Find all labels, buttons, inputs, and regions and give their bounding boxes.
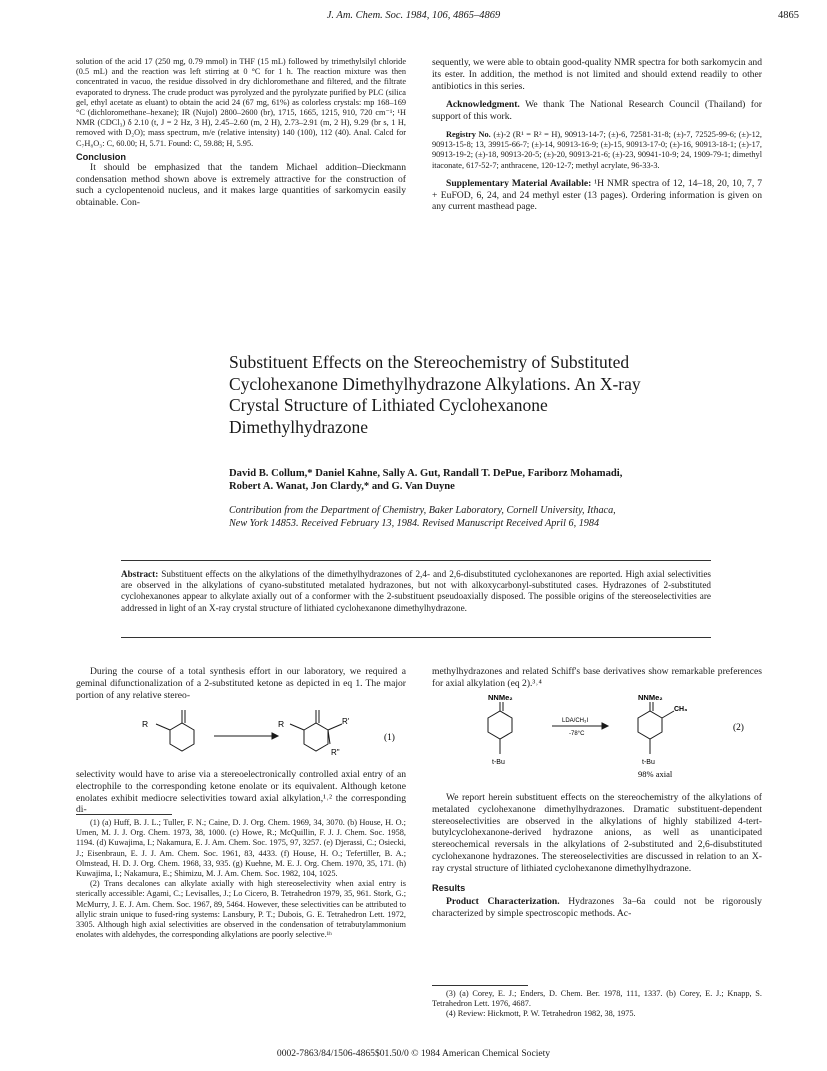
footnote: (2) Trans decalones can alkylate axially with high stereoselectivity when axial entry is sterically accessible: Agami, C.; Levisalles, J.; Lo Cicero, B. Tetrahedron 1979, 35, 961. Stork, G.; McMurry, J. E. J. Am. Chem. Soc. 1967, 89, 5464. However, these selectivities can be attributed to allylic strain unique to fused-ring systems: Lansbury, P. T.; Dubois, G. E. Tetrahedron Lett. 1972, 3305. Although high axial selectivities are observed in the condensation of tetrabutylammonium enolates with aldehydes, the corresponding alkylations are poorly selective.¹ʰ	[76, 879, 406, 940]
tbu-label-left: t-Bu	[492, 759, 505, 766]
continuation-text: sequently, we were able to obtain good-quality NMR spectra for both sarkomycin and its ester. In addition, the method is not limited and should extend readily to other antibiotics in this series.	[432, 57, 762, 92]
axial-selectivity-label: 98% axial	[638, 769, 673, 779]
author-line: Robert A. Wanat, Jon Clardy,* and G. Van Duyne	[229, 481, 455, 493]
title-line: Substituent Effects on the Stereochemistry of Substituted	[229, 352, 630, 372]
footnote: (3) (a) Corey, E. J.; Enders, D. Chem. Ber. 1978, 111, 1337. (b) Corey, E. J.; Knapp, S. Tetrahedron Lett. 1976, 4687.	[432, 989, 762, 1009]
cyclohexanone-structure	[156, 710, 194, 751]
reaction-arrow-1	[214, 733, 278, 739]
substituent-r-left: R	[142, 719, 149, 729]
acknowledgment-label: Acknowledgment.	[446, 99, 520, 111]
results-label: Product Characterization.	[446, 896, 560, 908]
abstract-label: Abstract:	[121, 569, 159, 579]
body-left-paragraph-1: During the course of a total synthesis effort in our laboratory, we required a geminal difunctionalization of a 2-substituted ketone as depicted in eq 1. The major portion of any relative stereo-	[76, 666, 406, 701]
title-line: Dimethylhydrazone	[229, 416, 368, 437]
equation-2-scheme	[432, 692, 762, 787]
tbu-label-right: t-Bu	[642, 759, 655, 766]
hydrazone-structure	[488, 702, 512, 754]
alkylated-hydrazone-structure	[638, 702, 674, 754]
conclusion-text: It should be emphasized that the tandem Michael addition–Dieckmann condensation method shown above is extremely attractive for the construction of such a cyclopentenoid nucleus, and it makes large quantities of sarkomycin easily obtainable. Con-	[76, 162, 406, 208]
footnote: (4) Review: Hickmott, P. W. Tetrahedron 1982, 38, 1975.	[446, 1009, 636, 1019]
equation-1-scheme	[76, 700, 406, 768]
prev-article-left-column	[76, 57, 406, 208]
article-title	[229, 352, 789, 438]
body-right-paragraph-1: methylhydrazones and related Schiff's base derivatives show remarkable preferences for axial alkylation (eq 2).³˒⁴	[432, 666, 762, 689]
results-paragraph	[432, 896, 762, 920]
substituent-r-double-prime: R"	[331, 748, 340, 757]
page-number: 4865	[778, 10, 799, 21]
footnote: (1) (a) Huff, B. J. L.; Tuller, F. N.; Caine, D. J. Org. Chem. 1969, 34, 3070. (b) House, H. O.; Umen, M. J. J. Org. Chem. 1973, 38, 1000. (c) Howe, R.; McQuillin, F. J. J. Chem. Soc. 1958, 1194. (d) Kuwajima, I.; Nakamura, E. J. Am. Chem. Soc. 1975, 97, 3257. (e) Djerassi, C.; Osiecki, J.; Eisenbraun, E. J. J. Am. Chem. Soc. 1961, 83, 4433. (f) House, H. O.; Tefertiller, B. A.; Olmstead, H. D. J. Org. Chem. 1968, 33, 935. (g) Kuehne, M. E. J. Org. Chem. 1970, 35, 171. (h) Kuwajima, I.; Nakamura, E.; Shimizu, M. J. Am. Chem. Soc. 1982, 104, 1025.	[76, 818, 406, 879]
affiliation	[229, 505, 799, 530]
experimental-text: solution of the acid 17 (250 mg, 0.79 mmol) in THF (15 mL) followed by trimethylsilyl chloride (0.5 mL) and the reaction was left stirring at 0 °C for 1 h. The reaction mixture was then concentrated in vacuo, the residue dissolved in dry dichloromethane and filtered, and the filtrate evaporated to dryness. The crude product was pyrolyzed and the pyrolyzate purified by PLC (silica gel, ethyl acetate as eluant) to obtain the acid 24 (67 mg, 61%) as colorless crystals: mp 168–169 °C (dichloromethane–hexane); IR (Nujol) 2800–2600 (br), 1715, 1665, 1215, 910, 720 cm⁻¹; ¹H NMR (CDCl₃) δ 2.10 (t, J = 2 Hz, 3 H), 2.45–2.60 (m, 2 H), 2.73–2.91 (m, 2 H), 9.29 (br s, 1 H, removed with D₂O); mass spectrum, m/e (relative intensity) 140 (100), 112 (40). Anal. Calcd for C₇H₈O₃: C, 60.00; H, 5.71. Found: C, 59.88; H, 5.95.	[76, 57, 406, 148]
nnme2-label-left: NNMe₂	[488, 693, 513, 702]
nnme2-label-right: NNMe₂	[638, 693, 663, 702]
supplementary-text: ¹H NMR spectra of 12, 14–18, 20, 10, 7, 7 + EuFOD, 6, 24, and 24 methyl ester (13 pages). Ordering information is given on any current masthead page.	[432, 177, 762, 213]
footnote-rule-left	[76, 814, 172, 815]
equation-1-label: (1)	[384, 733, 395, 743]
abstract-bottom-rule	[121, 637, 711, 638]
conclusion-heading: Conclusion	[76, 151, 127, 162]
acknowledgment-text: We thank The National Research Council (Thailand) for support of this work.	[432, 99, 762, 123]
equation-2-label: (2)	[733, 723, 744, 733]
substituent-r-right: R	[278, 719, 285, 729]
registry-label: Registry No.	[446, 129, 491, 139]
affiliation-line: New York 14853. Received February 13, 1984. Revised Manuscript Received April 6, 1984	[229, 517, 600, 529]
results-heading: Results	[432, 882, 466, 893]
running-header: J. Am. Chem. Soc. 1984, 106, 4865–4869	[326, 10, 501, 21]
prev-article-right-column	[432, 57, 762, 213]
abstract-top-rule	[121, 560, 711, 561]
title-line: Crystal Structure of Lithiated Cyclohexanone	[229, 395, 548, 415]
reagent-bottom-label: -78°C	[569, 731, 585, 737]
footnote-rule-right	[432, 985, 528, 986]
page-footer: 0002-7863/84/1506-4865$01.50/0 © 1984 American Chemical Society	[276, 1048, 551, 1059]
results-text: Hydrazones 3a–6a could not be rigorously characterized by simple spectroscopic methods. Ac-	[432, 896, 762, 920]
reagent-top-label: LDA/CH₃I	[562, 718, 589, 724]
author-line: David B. Collum,* Daniel Kahne, Sally A. Gut, Randall T. DePue, Fariborz Mohamadi,	[229, 468, 623, 479]
abstract-text: Substituent effects on the alkylations of the dimethylhydrazones of 2,4- and 2,6-disubstituted cyclohexanones are reported. High axial selectivities are observed in the alkylations of cyano-substituted metalated hydrazones, but not with alkoxycarbonyl-substituted cases. Hydrazones of 2-substituted cyclohexanones appear to alkylate axially out of a conformer with the 2-substituent pseudoaxially disposed. The possible origins of the stereoselectivities are addressed in light of an X-ray crystal structure of lithiated cyclohexanone dimethylhydrazone.	[121, 569, 711, 613]
body-left-paragraph-2: selectivity would have to arise via a stereoelectronically controlled axial entry of an electrophile to the corresponding ketone enolate or its equivalent. Although ketone enolates exhibit mediocre selectivities toward axial alkylation,¹˒² the corresponding di-	[76, 769, 406, 816]
affiliation-line: Contribution from the Department of Chemistry, Baker Laboratory, Cornell University, Ithaca,	[229, 505, 616, 516]
supplementary-material	[432, 178, 762, 213]
footnotes-right	[432, 989, 762, 1020]
body-right-paragraph-2: We report herein substituent effects on the stereochemistry of the alkylations of metalated cyclohexanone dimethylhydrazones. Dramatic substituent-dependent stereoselectivities are observed in the alkylations of highly stabilized 4-tert-butylcyclohexanone-derived hydrazone anions, as well as unanticipated stereochemical reversals in the alkylations of 2-substituted and 2,6-disubstituted cyclohexanone hydrazones. The stereoselectivities are discussed in relation to an X-ray crystal structure of lithiated cyclohexanone dimethylhydrazone. Results Product Characterization. Hydrazones 3a–6a could not be rigorously characterized by simple spectroscopic methods. Ac-	[432, 792, 762, 920]
methyl-label: CH₃	[674, 706, 688, 713]
supplementary-label: Supplementary Material Available:	[446, 177, 592, 189]
acknowledgment	[432, 99, 762, 123]
registry-text: (±)-2 (R¹ = R² = H), 90913-14-7; (±)-6, 72581-31-8; (±)-7, 72525-99-6; (±)-12, 90913-15-8; 13, 39915-66-7; (±)-14, 90913-16-9; (±)-15, 90913-17-0; (±)-16, 90913-18-1; (±)-17, 90913-19-2; (±)-18, 90913-20-5; (±)-20, 90913-21-6; (±)-23, 90941-10-9; 24, 1909-79-1; dimethyl itaconate, 617-52-7; anthracene, 120-12-7; methyl acrylate, 96-33-3.	[432, 129, 763, 170]
abstract	[121, 569, 711, 614]
geminal-product-structure	[290, 710, 342, 751]
title-line: Cyclohexanone Dimethylhydrazone Alkylations. An X-ray	[229, 373, 641, 394]
footnotes-left	[76, 818, 406, 940]
substituent-r-prime: R'	[342, 717, 350, 726]
author-list	[229, 467, 789, 494]
registry-numbers	[432, 130, 762, 171]
